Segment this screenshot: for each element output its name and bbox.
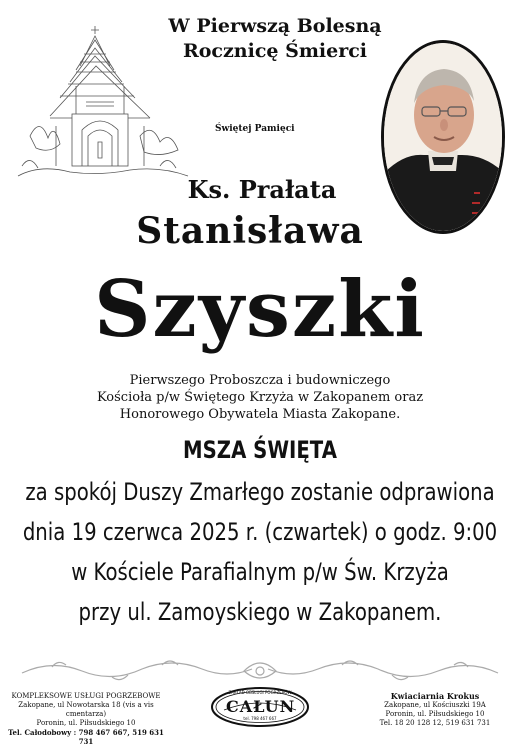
mass-line-2: dnia 19 czerwca 2025 r. (czwartek) o godz. 9:00 — [22, 518, 498, 546]
funeral-services-address-1: Zakopane, ul Nowotarska 18 (vis a vis cmentarza) — [18, 701, 154, 718]
clergy-title-text: Ks. Prałata — [187, 175, 337, 204]
florist-address-2: Poronin, ul. Piłsudskiego 10 — [385, 710, 485, 718]
description-line-2: Kościoła p/w Świętego Krzyża w Zakopanem oraz — [96, 390, 424, 405]
florist-phone: Tel. 18 20 128 12, 519 631 731 — [379, 719, 491, 727]
heading-line-2: Rocznicę Śmierci — [182, 40, 368, 62]
anniversary-heading — [110, 14, 440, 64]
florist-info — [355, 692, 515, 728]
logo-top-text: ZAKŁAD OBSŁUGI POGRZEBÓW — [228, 690, 292, 695]
funeral-services-phone: Tel. Całodobowy : 798 467 667, 519 631 731 — [8, 728, 164, 746]
funeral-services-address-2: Poronin, ul. Piłsudskiego 10 — [36, 719, 136, 727]
logo-bottom-text: tel. 798 467 667 — [243, 716, 277, 721]
mass-title: MSZA ŚWIĘTA — [183, 436, 337, 464]
funeral-services-info — [6, 692, 166, 746]
heading-line-1: W Pierwszą Bolesną — [168, 15, 382, 37]
mass-line-1: za spokój Duszy Zmarłego zostanie odprawiona — [25, 478, 495, 506]
description-line-1: Pierwszego Proboszcza i budowniczego — [129, 373, 391, 388]
description-line-3: Honorowego Obywatela Miasta Zakopane. — [119, 407, 401, 422]
memory-label: Świętej Pamięci — [215, 124, 295, 134]
mass-line-3: w Kościele Parafialnym p/w Św. Krzyża — [71, 558, 449, 586]
mass-line-4: przy ul. Zamoyskiego w Zakopanem. — [78, 598, 442, 626]
last-name: Szyszki — [94, 264, 426, 355]
description — [60, 372, 460, 423]
floral-ornament — [12, 655, 508, 685]
clergy-title — [0, 175, 500, 204]
portrait-photo — [381, 40, 505, 234]
florist-address-1: Zakopane, ul Kościuszki 19A — [384, 701, 486, 709]
funeral-services-name: KOMPLEKSOWE USŁUGI POGRZEBOWE — [11, 692, 161, 700]
first-name: Stanisława — [136, 210, 364, 252]
logo-name: CAŁUN — [226, 697, 296, 716]
florist-name: Kwiaciarnia Krokus — [390, 691, 480, 701]
